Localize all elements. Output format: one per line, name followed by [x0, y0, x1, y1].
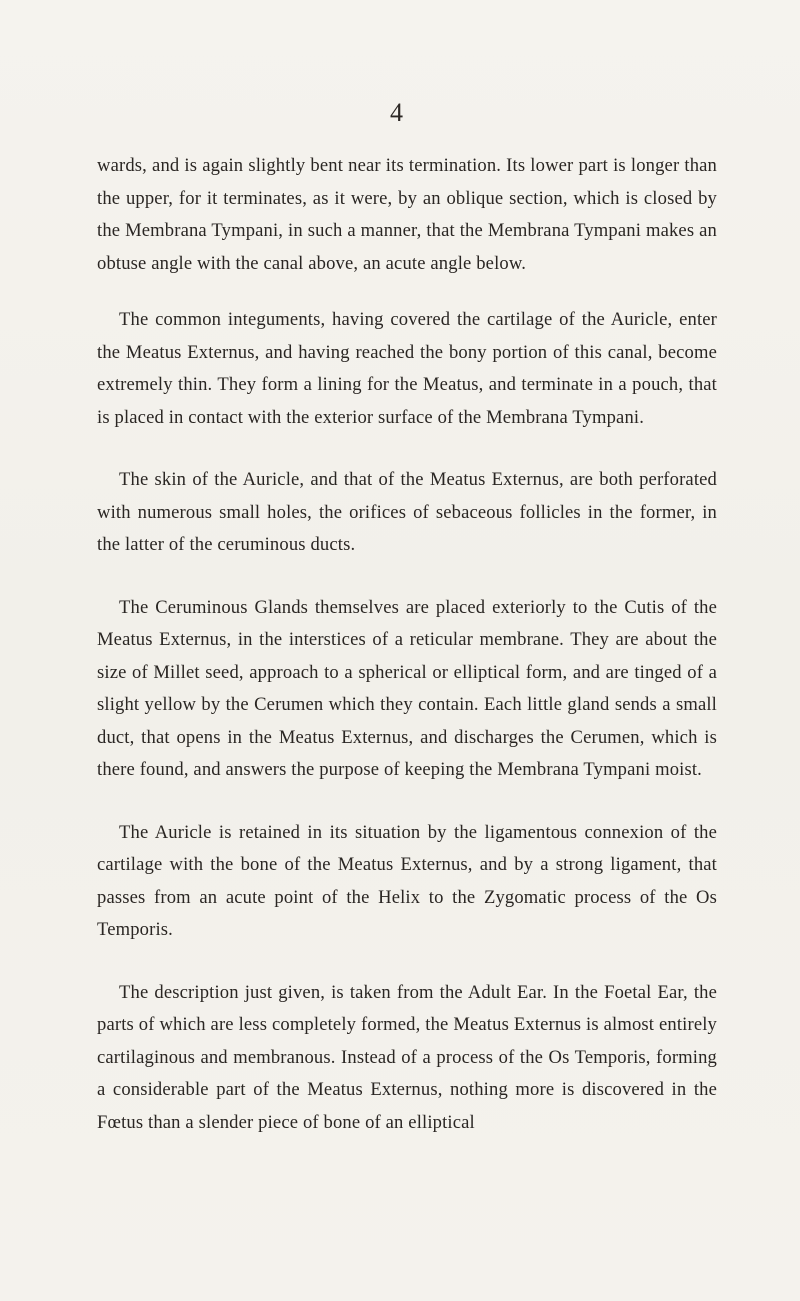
paragraph-4: The Ceruminous Glands themselves are placed exteriorly to the Cutis of the Meatus Externus, in the interstices of a reticular membrane. They are about the size of Millet seed, approach to a spherical or elliptical form, and are tinged of a slight yellow by the Cerumen which they contain. Each little gland sends a small duct, that opens in the Meatus Externus, and discharges the Cerumen, which is there found, and answers the purpose of keeping the Membrana Tympani moist.: [97, 596, 717, 780]
paragraph-6: The description just given, is taken from the Adult Ear. In the Foetal Ear, the parts of which are less completely formed, the Meatus Externus is almost entirely cartilaginous and membranous. Instead of a process of the Os Temporis, forming a considerable part of the Meatus Externus, nothing more is discovered in the Fœtus than a slender piece of bone of an elliptical: [97, 981, 717, 1133]
paragraph-3: The skin of the Auricle, and that of the Meatus Externus, are both perforated with numerous small holes, the orifices of sebaceous follicles in the former, in the latter of the ceruminous ducts.: [97, 469, 717, 555]
page-number: 4: [390, 98, 403, 127]
paragraph-2: The common integuments, having covered the cartilage of the Auricle, enter the Meatus Externus, and having reached the bony portion of this canal, become extremely thin. They form a lining for the Meatus, and terminate in a pouch, that is placed in contact with the exterior surface of the Membrana Tympani.: [97, 309, 717, 428]
paragraph-1: wards, and is again slightly bent near its termination. Its lower part is longer than the upper, for it terminates, as it were, by an oblique section, which is closed by the Membrana Tympani, in such a manner, that the Membrana Tympani makes an obtuse angle with the canal above, an acute angle below.: [97, 155, 717, 274]
paragraph-5: The Auricle is retained in its situation by the ligamentous connexion of the cartilage with the bone of the Meatus Externus, and by a strong ligament, that passes from an acute point of the Helix to the Zygomatic process of the Os Temporis.: [97, 821, 717, 940]
body-text: [97, 150, 717, 1169]
